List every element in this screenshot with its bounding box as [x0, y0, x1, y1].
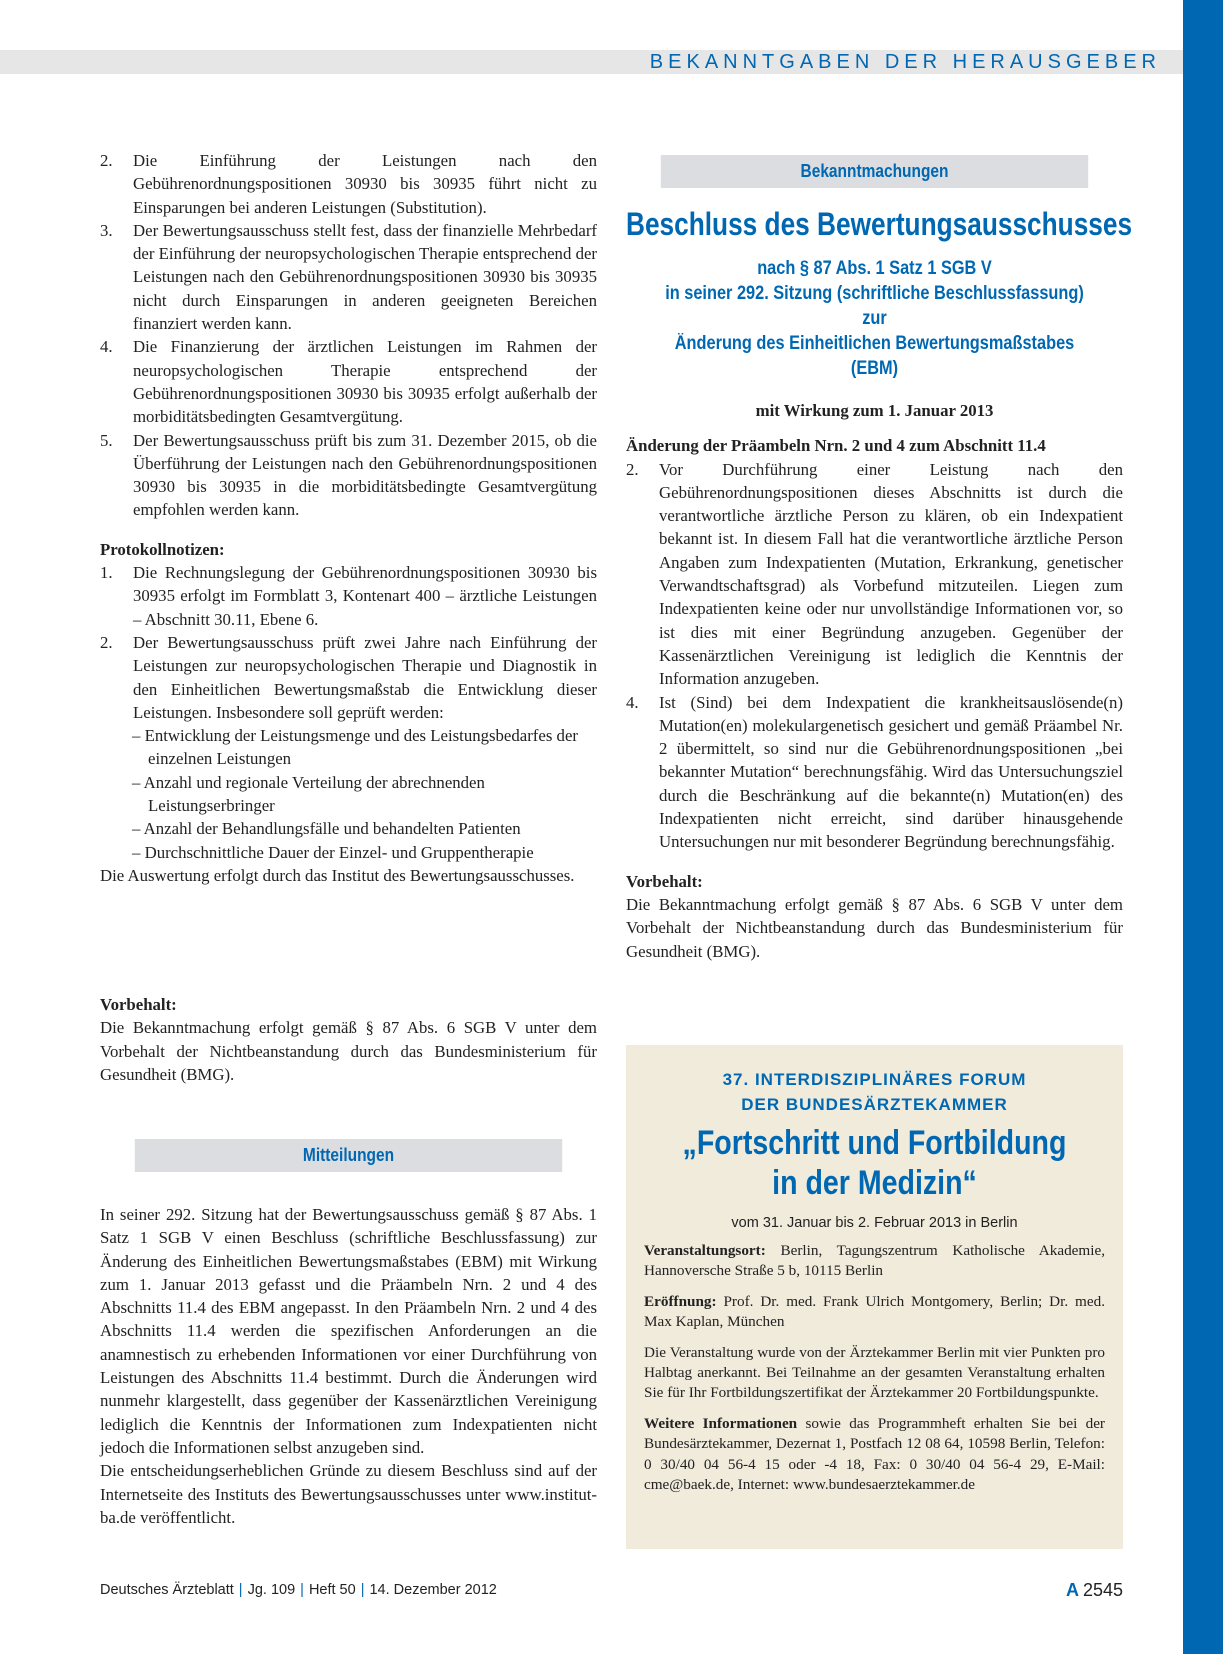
item-number: 4.	[100, 337, 113, 357]
forum-opening	[644, 1292, 1105, 1333]
vorbehalt-text: Die Bekanntmachung erfolgt gemäß § 87 Abs. 6 SGB V unter dem Vorbehalt der Nichtbeanstandung durch das Bundesministerium für Gesundheit (BMG).	[626, 894, 1123, 961]
right-column	[626, 155, 1133, 963]
forum-kicker: DER BUNDESÄRZTEKAMMER	[741, 1095, 1008, 1114]
list-item: – Anzahl der Behandlungsfälle und behandelten Patienten	[132, 819, 521, 839]
item-number: 5.	[100, 430, 113, 450]
bekanntmachungen-label: Bekanntmachungen	[661, 155, 1088, 188]
item-number: 1.	[100, 563, 113, 583]
left-column	[100, 149, 597, 887]
list-item	[100, 219, 597, 335]
list-item	[100, 561, 597, 631]
page-footer	[100, 1582, 1123, 1608]
forum-title: in der Medizin“	[772, 1164, 977, 1202]
auswertung-text: Die Auswertung erfolgt durch das Institut des Bewertungsausschusses.	[100, 865, 575, 885]
list-item: – Anzahl und regionale Verteilung der abrechnenden Leistungserbringer	[132, 772, 485, 816]
forum-accreditation: Die Veranstaltung wurde von der Ärztekammer Berlin mit vier Punkten pro Halbtag anerkannt. Bei Teilnahme an der gesamten Veranstaltung erhalten Sie für Ihr Fortbildungszertifikat der Ärztekammer 20 Fortbildungspunkte.	[644, 1343, 1105, 1402]
forum-venue	[644, 1241, 1105, 1282]
list-item	[626, 691, 1123, 854]
mitteilungen-bar	[100, 1139, 597, 1172]
item-text: Vor Durchführung einer Leistung nach den Gebührenordnungspositionen dieses Abschnitts ist durch die verantwortliche ärztliche Person zu klären, ob ein Indexpatient bekannt ist. In diesem Fall hat die verantwortliche ärztliche Person Angaben zum Indexpatienten (Mutation, Erkrankung, genetischer Verwandtschaftsgrad) als Vorbefund mitzuteilen. Liegen zum Indexpatienten keine oder nur unvollständige Informationen vor, so ist dies mit einer Begründung anzugeben. Gegenüber der Kassenärztlichen Vereinigung ist lediglich die Kenntnis der Information anzugeben.	[659, 459, 1123, 689]
vorbehalt-heading: Vorbehalt:	[100, 995, 177, 1014]
page-letter: A	[1065, 1580, 1079, 1600]
resolution-subline: Änderung des Einheitlichen Bewertungsmaßstabes (EBM)	[674, 333, 1075, 379]
forum-info	[644, 1414, 1105, 1496]
item-number: 2.	[626, 459, 639, 479]
resolution-subline: in seiner 292. Sitzung (schriftliche Beschlussfassung) zur	[665, 283, 1084, 329]
venue-text: Berlin, Tagungszentrum Katholische Akademie, Hannoversche Straße 5 b, 10115 Berlin	[644, 1242, 1105, 1280]
left-numbered-list	[100, 149, 597, 522]
item-number: 2.	[100, 151, 113, 170]
item-text: Die Finanzierung der ärztlichen Leistungen im Rahmen der neuropsychologischen Therapie entsprechend der Gebührenordnungspositionen 30930 bis 30935 erfolgt außerhalb der morbiditätsbedingten Gesamtvergütung.	[133, 337, 597, 427]
list-item	[100, 429, 597, 522]
item-text: Ist (Sind) bei dem Indexpatient die krankheitsauslösende(n) Mutation(en) molekulargenetisch gesichert und gemäß Präambel Nr. 2 übermittelt, so sind nur die Gebührenordnungspositionen „bei bekannter Mutation“ berechnungsfähig. Wird das Untersuchungsziel durch die Beschränkung auf die bekannte(n) Mutation(en) des Indexpatienten nicht erreicht, sind darüber hinausgehende Untersuchungen nur mit besonderer Begründung berechnungsfähig.	[659, 692, 1123, 852]
change-heading: Änderung der Präambeln Nrn. 2 und 4 zum Abschnitt 11.4	[626, 436, 1046, 456]
evaluation-criteria-list	[100, 724, 597, 864]
list-item	[626, 458, 1123, 691]
effective-date: mit Wirkung zum 1. Januar 2013	[755, 401, 994, 420]
list-item: – Entwicklung der Leistungsmenge und des Leistungsbedarfes der einzelnen Leistungen	[132, 726, 578, 769]
resolution-subline: nach § 87 Abs. 1 Satz 1 SGB V	[757, 258, 992, 279]
info-label: Weitere Informationen	[644, 1414, 798, 1432]
info-text: sowie das Programmheft erhalten Sie bei der Bundesärztekammer, Dezernat 1, Postfach 12 08 64, 10598 Berlin, Telefon: 0 30/40 04 56-4 15 oder -4 18, Fax: 0 30/40 04 56-4 29, E-Mail: cme@baek.de, Internet: www.bundesaerztekammer.de	[644, 1414, 1105, 1494]
forum-date: vom 31. Januar bis 2. Februar 2013 in Berlin	[731, 1215, 1018, 1231]
page-num: 2545	[1082, 1580, 1123, 1600]
opening-label: Eröffnung:	[644, 1292, 717, 1310]
list-item	[100, 149, 597, 219]
section-header-title: BEKANNTGABEN DER HERAUSGEBER	[649, 51, 1161, 73]
venue-label: Veranstaltungsort:	[644, 1242, 766, 1259]
list-item	[100, 631, 597, 724]
list-item	[100, 335, 597, 428]
issue: Heft 50	[308, 1582, 356, 1598]
list-item: – Durchschnittliche Dauer der Einzel- und Gruppentherapie	[132, 842, 534, 862]
vorbehalt-heading: Vorbehalt:	[626, 871, 703, 891]
forum-announcement-box	[626, 1045, 1123, 1549]
sidebar-stripe	[1183, 0, 1223, 1654]
issue-date: 14. Dezember 2012	[369, 1582, 497, 1598]
vorbehalt-text: Die Bekanntmachung erfolgt gemäß § 87 Abs. 6 SGB V unter dem Vorbehalt der Nichtbeanstandung durch das Bundesministerium für Gesundheit (BMG).	[100, 1018, 597, 1084]
mitteilungen-paragraph: In seiner 292. Sitzung hat der Bewertungsausschuss gemäß § 87 Abs. 1 Satz 1 SGB V einen Beschluss (schriftliche Beschlussfassung) zur Änderung des Einheitlichen Bewertungsmaßstabes (EBM) mit Wirkung zum 1. Januar 2013 gefasst und die Präambeln Nrn. 2 und 4 des Abschnitts 11.4 des EBM angepasst. In den Präambeln Nrn. 2 und 4 des Abschnitts 11.4 werden die spezifischen Anforderungen an die anamnestisch zu erhebenden Informationen vor einer Durchführung von Leistungen des Abschnitts 11.4 bestimmt. Durch die Änderungen wird nunmehr klargestellt, dass gegenüber der Kassenärztlichen Vereinigung lediglich die Kenntnis der Informationen zum Indexpatienten nicht jedoch die Informationen selbst anzugeben sind.	[100, 1205, 597, 1457]
item-text: Die Rechnungslegung der Gebührenordnungspositionen 30930 bis 30935 erfolgt im Formblatt 3, Kontenart 400 – ärztliche Leistungen – Abschnitt 30.11, Ebene 6.	[133, 563, 597, 629]
journal-name: Deutsches Ärzteblatt	[100, 1582, 234, 1598]
item-text: Die Einführung der Leistungen nach den Gebührenordnungspositionen 30930 bis 30935 führt nicht zu Einsparungen bei anderen Leistungen (Substitution).	[133, 151, 597, 217]
forum-body	[626, 1241, 1123, 1495]
left-vorbehalt	[100, 993, 597, 1086]
item-number: 3.	[100, 220, 113, 240]
protokoll-heading: Protokollnotizen:	[100, 539, 225, 559]
item-number: 2.	[100, 632, 113, 652]
item-text: Der Bewertungsausschuss prüft bis zum 31. Dezember 2015, ob die Überführung der Leistungen nach den Gebührenordnungspositionen 30930 bis 30935 in die morbiditätsbedingte Gesamtvergütung empfohlen werden kann.	[133, 430, 597, 520]
footer-separator: |	[238, 1582, 243, 1598]
mitteilungen-text	[100, 1203, 597, 1529]
forum-kicker: 37. INTERDISZIPLINÄRES FORUM	[722, 1070, 1027, 1089]
page-number	[1066, 1580, 1123, 1601]
mitteilungen-paragraph: Die entscheidungserheblichen Gründe zu diesem Beschluss sind auf der Internetseite des Instituts des Bewertungsausschusses unter www.institut-ba.de veröffentlicht.	[100, 1461, 597, 1527]
mitteilungen-label: Mitteilungen	[135, 1139, 562, 1172]
item-text: Der Bewertungsausschuss stellt fest, dass der finanzielle Mehrbedarf der Einführung der neuropsychologischen Therapie entsprechend der Leistungen nach den Gebührenordnungspositionen 30930 bis 30935 nicht durch Einsparungen in anderen geeigneten Bereichen finanziert werden kann.	[133, 220, 597, 334]
footer-separator: |	[300, 1582, 304, 1598]
right-numbered-list	[626, 458, 1123, 854]
resolution-headline: Beschluss des Bewertungsausschusses	[626, 206, 1133, 242]
footer-separator: |	[360, 1582, 365, 1598]
item-number: 4.	[626, 692, 639, 712]
volume: Jg. 109	[247, 1582, 296, 1598]
opening-text: Prof. Dr. med. Frank Ulrich Montgomery, Berlin; Dr. med. Max Kaplan, München	[644, 1292, 1106, 1331]
protokoll-list	[100, 561, 597, 724]
item-text: Der Bewertungsausschuss prüft zwei Jahre nach Einführung der Leistungen zur neuropsychologischen Therapie und Diagnostik in den Einheitlichen Bewertungsmaßstab die Entwicklung dieser Leistungen. Insbesondere soll geprüft werden:	[133, 632, 597, 722]
forum-title: „Fortschritt und Fortbildung	[682, 1124, 1067, 1162]
